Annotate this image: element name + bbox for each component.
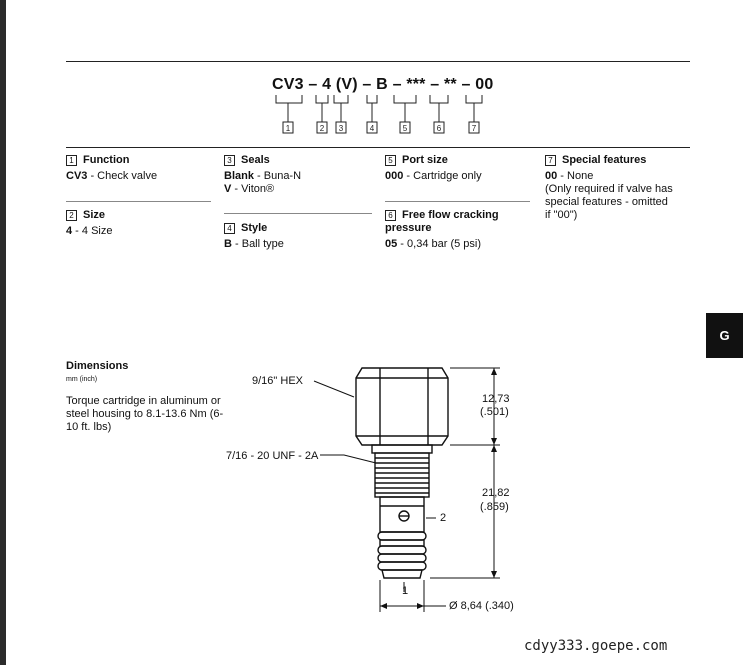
option-code: 4 bbox=[66, 225, 73, 237]
option-number: 1 bbox=[66, 155, 77, 166]
option-heading: Function bbox=[83, 154, 130, 166]
dim-bottom-inch: (.859) bbox=[480, 501, 509, 513]
option-code: V bbox=[224, 183, 232, 195]
option-heading: Special features bbox=[562, 154, 647, 166]
dimensions-units: mm (inch) bbox=[66, 376, 98, 383]
option-heading: Seals bbox=[241, 154, 270, 166]
divider bbox=[224, 213, 372, 214]
diameter-label: Ø 8,64 (.340) bbox=[449, 600, 514, 612]
option-number: 4 bbox=[224, 223, 235, 234]
code-pos-5: 5 bbox=[402, 124, 408, 133]
option-heading: Size bbox=[83, 209, 106, 221]
option-heading-cont: pressure bbox=[385, 222, 432, 234]
option-desc: - Buna-N bbox=[253, 170, 302, 182]
option-desc: - Ball type bbox=[231, 238, 284, 250]
option-code: 05 bbox=[385, 238, 398, 250]
option-number: 3 bbox=[224, 155, 235, 166]
dim-bottom-mm: 21,82 bbox=[482, 487, 510, 499]
dimensions-heading: Dimensions bbox=[66, 360, 129, 372]
top-rule bbox=[66, 61, 690, 62]
option-note: if "00") bbox=[545, 209, 578, 221]
code-pos-2: 2 bbox=[319, 124, 325, 133]
thread-label: 7/16 - 20 UNF - 2A bbox=[226, 450, 319, 462]
option-note: special features - omitted bbox=[545, 196, 668, 208]
option-code: B bbox=[224, 238, 232, 250]
option-number: 2 bbox=[66, 210, 77, 221]
option-desc: - Viton® bbox=[231, 183, 275, 195]
option-desc: - Check valve bbox=[87, 170, 158, 182]
option-heading: Free flow cracking bbox=[402, 209, 499, 221]
divider bbox=[66, 201, 211, 202]
code-pos-4: 4 bbox=[369, 124, 375, 133]
dim-top-mm: 12,73 bbox=[482, 393, 510, 405]
option-function bbox=[66, 154, 157, 183]
port-2-label: 2 bbox=[440, 512, 447, 524]
option-heading: Style bbox=[241, 222, 268, 234]
dimensions-note: Torque cartridge in aluminum or steel housing to 8.1-13.6 Nm (6-10 ft. lbs) bbox=[66, 395, 224, 433]
option-code: Blank bbox=[224, 170, 254, 182]
option-desc: - Cartridge only bbox=[403, 170, 482, 182]
code-pos-1: 1 bbox=[285, 124, 291, 133]
option-cracking-pressure bbox=[385, 209, 499, 251]
option-heading: Port size bbox=[402, 154, 448, 166]
option-desc: - 0,34 bar (5 psi) bbox=[397, 238, 482, 250]
option-special-features bbox=[545, 154, 673, 222]
watermark: cdyy333.goepe.com bbox=[524, 638, 668, 654]
divider bbox=[385, 201, 530, 202]
section-tab-letter: G bbox=[719, 328, 730, 343]
option-port-size bbox=[385, 154, 482, 183]
code-pos-6: 6 bbox=[436, 124, 442, 133]
option-style bbox=[224, 222, 284, 251]
section-rule bbox=[66, 147, 690, 148]
section-tab[interactable] bbox=[706, 313, 743, 358]
option-number: 6 bbox=[385, 210, 396, 221]
code-pos-7: 7 bbox=[471, 124, 477, 133]
dim-top-inch: (.501) bbox=[480, 406, 509, 418]
option-code: 00 bbox=[545, 170, 558, 182]
option-note: (Only required if valve has bbox=[545, 183, 673, 195]
model-code: CV3 – 4 (V) – B – *** – ** – 00 bbox=[272, 76, 494, 93]
option-size bbox=[66, 209, 112, 238]
code-position-diagram bbox=[270, 95, 490, 140]
code-pos-3: 3 bbox=[338, 124, 344, 133]
port-1-label: 1 bbox=[402, 585, 409, 597]
hex-label: 9/16" HEX bbox=[252, 375, 303, 387]
option-seals bbox=[224, 154, 301, 196]
option-code: 000 bbox=[385, 170, 404, 182]
option-code: CV3 bbox=[66, 170, 88, 182]
option-desc: - None bbox=[557, 170, 594, 182]
page-edge bbox=[0, 0, 6, 665]
option-desc: - 4 Size bbox=[72, 225, 113, 237]
option-number: 7 bbox=[545, 155, 556, 166]
option-number: 5 bbox=[385, 155, 396, 166]
